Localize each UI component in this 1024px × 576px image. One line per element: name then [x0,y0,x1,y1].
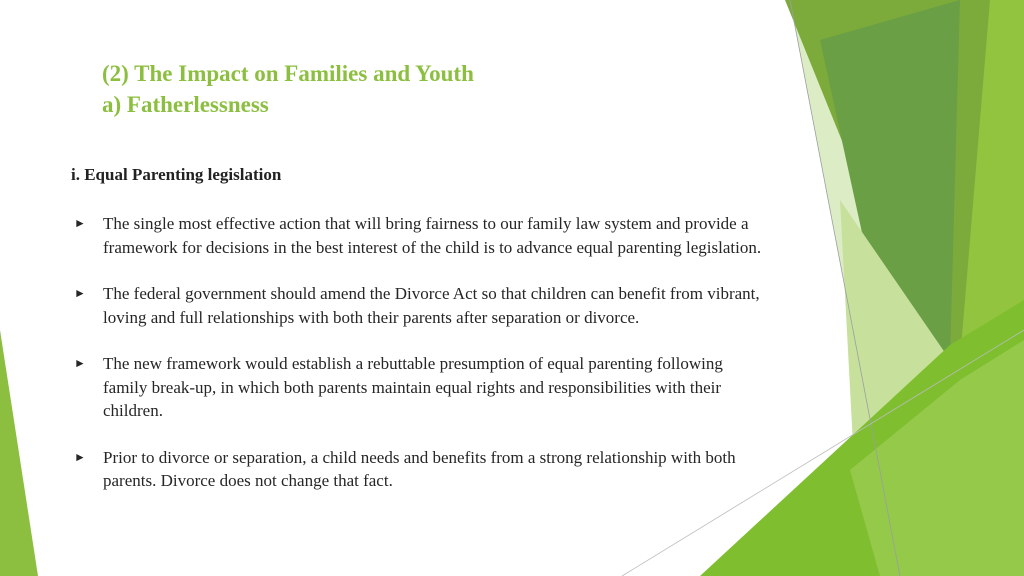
bullet-item [74,446,764,493]
left-edge-facet [0,330,38,576]
bullet-list [74,212,764,493]
bullet-text: Prior to divorce or separation, a child needs and benefits from a strong relationship with both parents. Divorce does not change that fact. [103,447,736,490]
bullet-item [74,282,764,329]
bullet-text: The federal government should amend the Divorce Act so that children can benefit from vibrant, loving and full relationships with both their parents after separation or divorce. [103,284,760,327]
right-pointer-triangle-icon: ► [74,216,86,230]
section-subheading: i. Equal Parenting legislation [71,165,282,184]
slide-title [102,58,474,120]
title-line-2: a) Fatherlessness [102,92,269,117]
right-pointer-triangle-icon: ► [74,356,86,370]
bullet-item [74,352,764,423]
bullet-item [74,212,764,259]
right-pointer-triangle-icon: ► [74,286,86,300]
right-pointer-triangle-icon: ► [74,449,86,464]
bullet-text: The single most effective action that will bring fairness to our family law system and provide a framework for decisions in the best interest of the child is to advance equal parenting legislation. [103,214,762,257]
title-line-1: (2) The Impact on Families and Youth [102,61,474,86]
bullet-text: The new framework would establish a rebuttable presumption of equal parenting following family break-up, in which both parents maintain equal rights and responsibilities with their children. [103,354,723,420]
